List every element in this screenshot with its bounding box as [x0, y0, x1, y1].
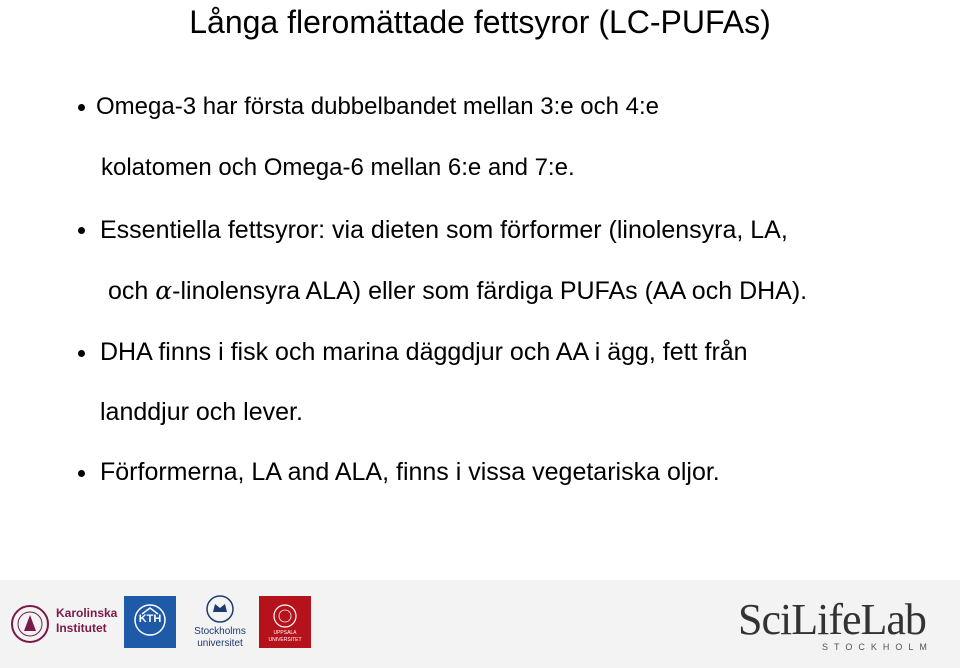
scilifelab-wordmark: SciLifeLab — [738, 595, 926, 644]
bullet-1-line-1: Omega-3 har första dubbelbandet mellan 3:e och 4:e — [96, 93, 660, 120]
footer-logo-bar — [0, 580, 960, 668]
scilifelab-logo — [738, 588, 938, 660]
bullet-2-line-1: Essentiella fettsyror: via dieten som förformer (linolensyra, LA, — [100, 216, 788, 244]
bullet-4-line-1: Förformerna, LA and ALA, finns i vissa vegetariska oljor. — [100, 458, 720, 486]
bullet-3-line-2: landdjur och lever. — [100, 398, 303, 426]
bullet-1-line-2: kolatomen och Omega-6 mellan 6:e and 7:e. — [101, 154, 575, 181]
slide-title: Långa fleromättade fettsyror (LC-PUFAs) — [189, 4, 771, 40]
su-line-2: universitet — [197, 638, 243, 649]
bullet-2-line-2-rest: -linolensyra ALA) eller som färdiga PUFAs (AA och DHA). — [172, 277, 808, 305]
karolinska-logo — [10, 598, 116, 650]
bullet-dot — [78, 350, 85, 357]
bullet-dot — [78, 227, 85, 234]
bullet-2-line-2 — [108, 276, 807, 306]
bullet-2-line-2-prefix: och — [108, 277, 156, 305]
uu-line-2: UNIVERSITET — [268, 637, 302, 643]
stockholms-universitet-logo — [188, 594, 252, 652]
karolinska-line-2: Institutet — [56, 621, 107, 635]
su-line-1: Stockholms — [194, 626, 246, 637]
kth-text: KTH — [138, 613, 162, 625]
stockholm-crown-icon — [205, 594, 235, 624]
uppsala-logo — [259, 596, 311, 648]
bullet-3-line-1: DHA finns i fisk och marina däggdjur och AA i ägg, fett från — [100, 338, 748, 366]
kth-logo — [124, 596, 176, 648]
karolinska-seal-icon — [10, 601, 50, 647]
karolinska-line-1: Karolinska — [56, 606, 118, 620]
bullet-dot — [78, 470, 85, 477]
bullet-dot — [78, 104, 85, 111]
scilifelab-sub: STOCKHOLM — [822, 642, 933, 652]
alpha-symbol: α — [155, 276, 173, 305]
uu-line-1: UPPSALA — [273, 630, 297, 636]
